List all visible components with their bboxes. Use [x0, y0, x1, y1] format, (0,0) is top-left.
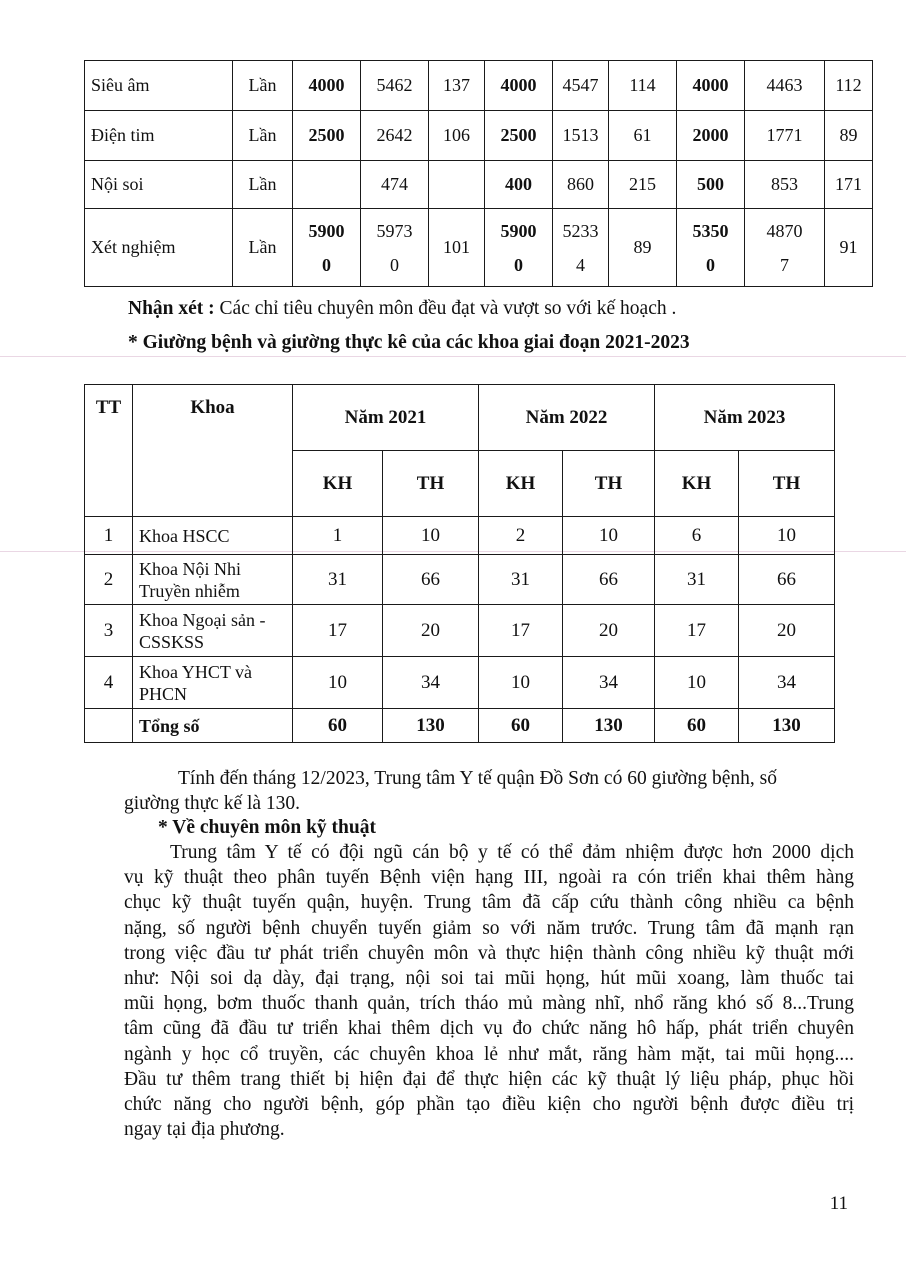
table-total-row: Tổng số 60 130 60 130 60 130 — [85, 709, 835, 743]
column-header: KH — [293, 451, 383, 517]
table-header-row — [85, 385, 835, 451]
table-row: Điện tim Lần 2500 2642 106 2500 1513 61 2000 1771 89 — [85, 111, 873, 161]
column-header: Năm 2021 — [293, 385, 479, 451]
summary-line-2: giường thực kế là 130. — [124, 793, 301, 814]
column-header: TH — [739, 451, 835, 517]
page-number: 11 — [829, 1193, 848, 1214]
column-header: TH — [383, 451, 479, 517]
remark: Nhận xét : Các chỉ tiêu chuyên môn đều đạt và vượt so với kế hoạch . — [128, 298, 677, 319]
column-header: Năm 2022 — [479, 385, 655, 451]
table-row: Nội soi Lần 474 400 860 215 500 853 171 — [85, 161, 873, 209]
beds-table — [84, 384, 835, 743]
indicators-table — [84, 60, 873, 287]
table-row: 3 Khoa Ngoại sản - CSSKSS 17 20 17 20 17 20 — [85, 605, 835, 657]
tech-paragraph: Trung tâm Y tế có đội ngũ cán bộ y tế có thể đảm nhiệm được hơn 2000 dịch vụ kỹ thuật theo phân tuyến Bệnh viện hạng III, ngoài ra cón triển khai thêm hàng chục kỹ thuật tuyến quận, huyện. Trung tâm đã cấp cứu thành công nhiều ca bệnh nặng, số người bệnh chuyển tuyến giảm so với năm trước. Trung tâm đã mạnh rạn trong việc đầu tư phát triển chuyên môn và thực hiện thành công nhiều kỹ thuật mới như: Nội soi dạ dày, đại trạng, nội soi tai mũi họng, hút mũi xoang, làm thuốc tai mũi họng, bơm thuốc thanh quản, trích tháo mủ màng nhĩ, nhổ răng khó số 8...Trung tâm cũng đã đầu tư triển khai thêm dịch vụ đo chức năng hô hấp, phát triển chuyên ngành y học cổ truyền, các chuyên khoa lẻ như mắt, răng hàm mặt, tai mũi họng.... Đầu tư thêm trang thiết bị hiện đại để thực hiện các kỹ thuật lý liệu pháp, phục hồi chức năng cho người bệnh, góp phần tạo điều kiện cho người bệnh được điều trị ngay tại địa phương. — [124, 842, 854, 1141]
table-row: Xét nghiệm Lần 5900 0 5973 0 101 5900 0 5233 4 89 5350 0 4870 7 91 — [85, 209, 873, 287]
summary-line-1: Tính đến tháng 12/2023, Trung tâm Y tế quận Đồ Sơn có 60 giường bệnh, số — [178, 768, 778, 789]
column-header: KH — [479, 451, 563, 517]
section-title-tech: * Về chuyên môn kỹ thuật — [158, 817, 376, 838]
table-row: Siêu âm Lần 4000 5462 137 4000 4547 114 4000 4463 112 — [85, 61, 873, 111]
column-header: Năm 2023 — [655, 385, 835, 451]
column-header: TT — [85, 385, 133, 517]
table-row: 1 Khoa HSCC 1 10 2 10 6 10 — [85, 517, 835, 555]
column-header: KH — [655, 451, 739, 517]
table-row: 2 Khoa Nội Nhi Truyền nhiễm 31 66 31 66 31 66 — [85, 555, 835, 605]
page-fold-line — [0, 356, 906, 357]
column-header: TH — [563, 451, 655, 517]
section-title-beds: * Giường bệnh và giường thực kê của các khoa giai đoạn 2021-2023 — [128, 332, 690, 353]
column-header: Khoa — [133, 385, 293, 517]
table-row: 4 Khoa YHCT và PHCN 10 34 10 34 10 34 — [85, 657, 835, 709]
